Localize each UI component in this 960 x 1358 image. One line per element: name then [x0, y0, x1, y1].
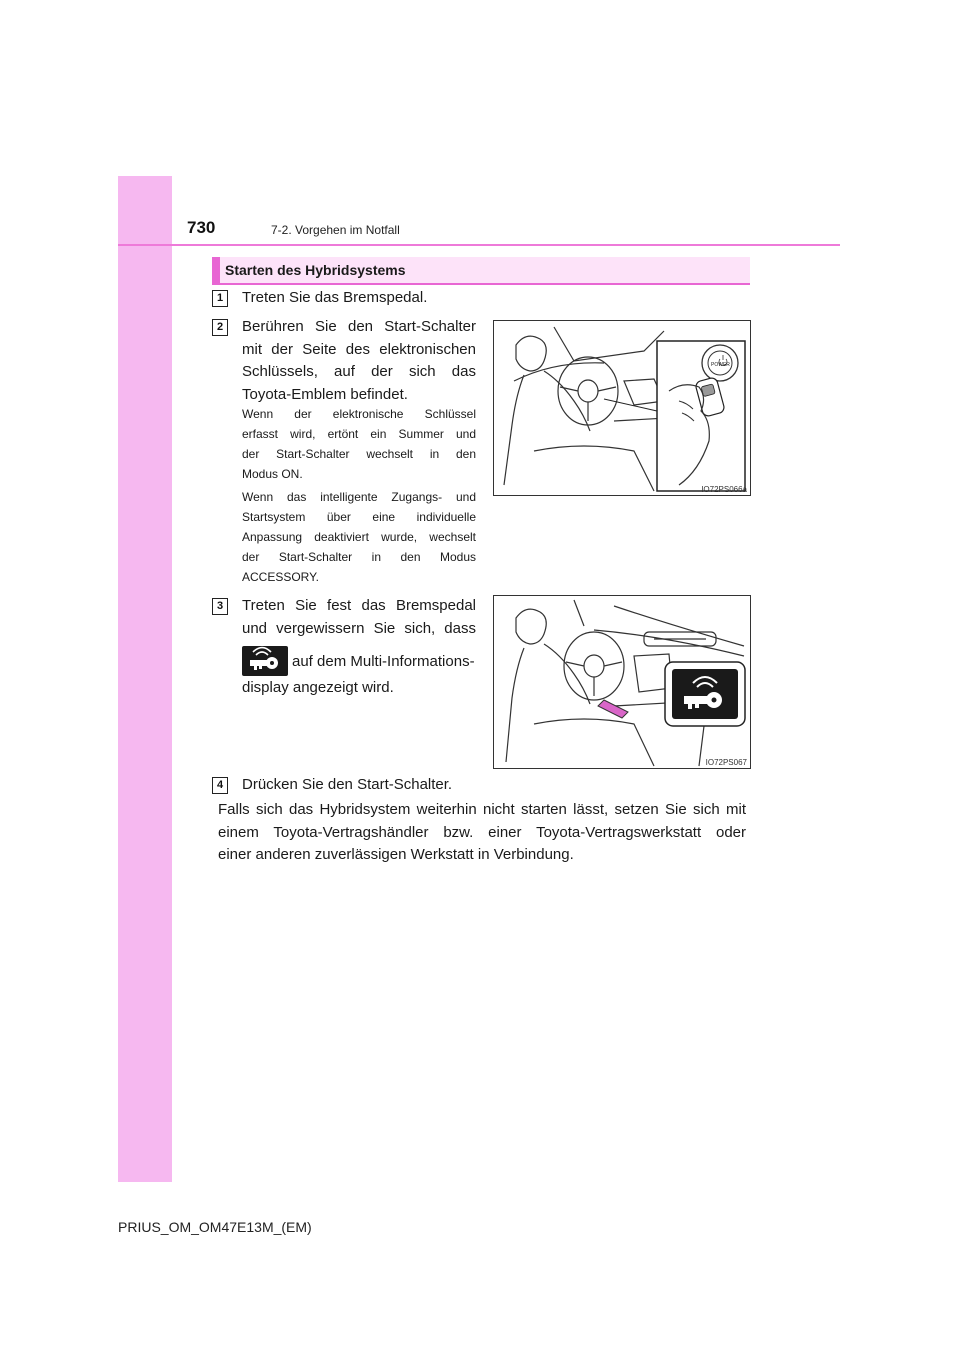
chapter-sidebar — [118, 176, 172, 1182]
header-rule — [118, 244, 840, 246]
step-2-note-1 — [242, 404, 476, 484]
document-footer: PRIUS_OM_OM47E13M_(EM) — [118, 1219, 312, 1235]
note-line: Wenn der elektronische Schlüssel — [242, 407, 476, 421]
figure-power-label: POWER — [711, 362, 730, 368]
step-4-text: Drücken Sie den Start-Schalter. — [242, 776, 453, 793]
step-2-number: 2 — [212, 319, 228, 336]
note-line: der Start-Schalter wechselt in den — [242, 447, 476, 461]
step-2-note-2 — [242, 487, 476, 587]
figure-display-illustration — [494, 596, 750, 768]
figure-multi-info-display — [493, 595, 751, 769]
step-1-text: Treten Sie das Bremspedal. — [242, 289, 428, 306]
paragraph-line: einer anderen zuverlässigen Werkstatt in Verbindung. — [218, 846, 574, 863]
note-line: Startsystem über eine individuelle — [242, 510, 476, 524]
closing-paragraph — [218, 799, 746, 867]
chapter-title: 7-2. Vorgehen im Notfall — [271, 223, 400, 237]
note-line: Anpassung deaktiviert wurde, wechselt — [242, 530, 476, 544]
step-3-line: auf dem Multi-Informations- — [292, 653, 475, 670]
note-line: Modus ON. — [242, 467, 303, 481]
page-number: 730 — [187, 218, 216, 237]
step-1-number: 1 — [212, 290, 228, 307]
step-2-line: Toyota-Emblem befindet. — [242, 385, 408, 403]
paragraph-line: einem Toyota-Vertragshändler bzw. einer Toyota-Vertragswerkstatt oder — [218, 823, 746, 841]
step-3-line: Treten Sie fest das Bremspedal — [242, 597, 476, 614]
section-accent — [212, 257, 220, 283]
note-line: ACCESSORY. — [242, 570, 319, 584]
step-3-line: display angezeigt wird. — [242, 679, 394, 696]
figure-start-switch-illustration — [494, 321, 750, 495]
note-line: Wenn das intelligente Zugangs- und — [242, 490, 476, 504]
step-2-line: mit der Seite des elektronischen — [242, 340, 476, 358]
figure-code: IO72PS066a — [701, 485, 747, 494]
note-line: erfasst wird, ertönt ein Summer und — [242, 427, 476, 441]
section-heading — [212, 257, 750, 285]
key-indicator-icon — [242, 646, 288, 676]
note-line: der Start-Schalter in den Modus — [242, 550, 476, 564]
paragraph-line: Falls sich das Hybridsystem weiterhin nicht starten lässt, setzen Sie sich mit — [218, 801, 746, 818]
step-3-number: 3 — [212, 598, 228, 615]
step-3-instruction-top — [242, 595, 476, 640]
figure-code: IO72PS067 — [705, 758, 747, 767]
step-2-instruction — [242, 316, 476, 406]
step-4-number: 4 — [212, 777, 228, 794]
step-2-line: Berühren Sie den Start-Schalter — [242, 318, 476, 335]
step-2-line: Schlüssels, auf der sich das — [242, 363, 476, 380]
step-3-line: und vergewissern Sie sich, dass — [242, 619, 476, 637]
figure-start-switch-key — [493, 320, 751, 496]
section-title: Starten des Hybridsystems — [225, 262, 406, 278]
